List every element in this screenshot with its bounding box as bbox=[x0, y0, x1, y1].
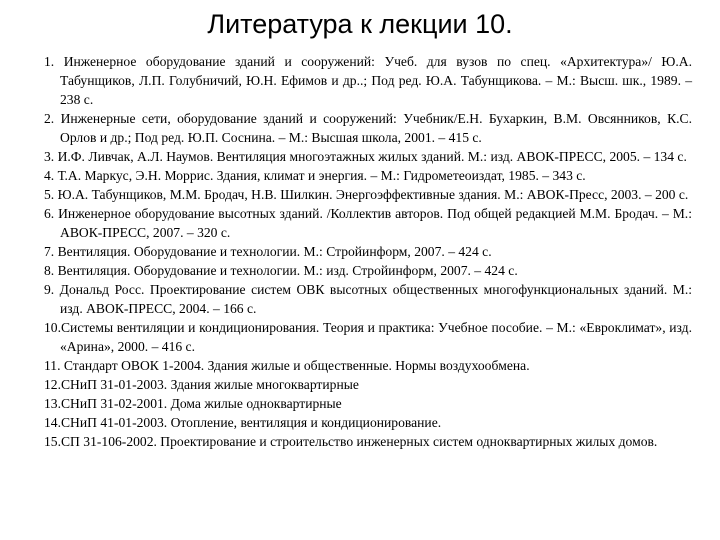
reference-item: 2. Инженерные сети, оборудование зданий и сооружений: Учебник/Е.Н. Бухаркин, В.М. Овсянников, К.С. Орлов и др.; Под ред. Ю.П. Соснина. – М.: Высшая школа, 2001. – 415 с. bbox=[44, 111, 692, 145]
reference-item: 12.СНиП 31-01-2003. Здания жилые многоквартирные bbox=[44, 377, 359, 392]
reference-item: 7. Вентиляция. Оборудование и технологии. М.: Стройинформ, 2007. – 424 с. bbox=[44, 244, 492, 259]
reference-item: 14.СНиП 41-01-2003. Отопление, вентиляция и кондиционирование. bbox=[44, 415, 442, 430]
slide-title: Литература к лекции 10. bbox=[207, 9, 513, 39]
reference-item: 13.СНиП 31-02-2001. Дома жилые одноквартирные bbox=[44, 396, 342, 411]
reference-item: 6. Инженерное оборудование высотных зданий. /Коллектив авторов. Под общей редакцией М.М. Бродач. – М.: АВОК-ПРЕСС, 2007. – 320 с. bbox=[44, 206, 692, 240]
reference-item: 3. И.Ф. Ливчак, А.Л. Наумов. Вентиляция многоэтажных жилых зданий. М.: изд. АВОК-ПРЕСС, 2005. – 134 с. bbox=[44, 149, 687, 164]
reference-item: 8. Вентиляция. Оборудование и технологии. М.: изд. Стройинформ, 2007. – 424 с. bbox=[44, 263, 518, 278]
reference-item: 9. Дональд Росс. Проектирование систем ОВК высотных общественных многофункциональных зданий. М.: изд. АВОК-ПРЕСС, 2004. – 166 с. bbox=[44, 282, 692, 316]
reference-item: 15.СП 31-106-2002. Проектирование и строительство инженерных систем одноквартирных жилых домов. bbox=[44, 434, 658, 449]
reference-item: 1. Инженерное оборудование зданий и сооружений: Учеб. для вузов по спец. «Архитектура»/ Ю.А. Табунщиков, Л.П. Голубничий, Ю.Н. Ефимов и др..; Под ред. Ю.А. Табунщикова. – М.: Высш. шк., 1989. – 238 с. bbox=[44, 54, 692, 107]
reference-item: 10.Системы вентиляции и кондиционирования. Теория и практика: Учебное пособие. – М.: «Евроклимат», изд. «Арина», 2000. – 416 с. bbox=[44, 320, 692, 354]
reference-item: 4. Т.А. Маркус, Э.Н. Моррис. Здания, климат и энергия. – М.: Гидрометеоиздат, 1985. – 343 с. bbox=[44, 168, 586, 183]
reference-item: 11. Стандарт ОВОК 1-2004. Здания жилые и общественные. Нормы воздухообмена. bbox=[44, 358, 530, 373]
reference-list bbox=[44, 52, 692, 451]
reference-item: 5. Ю.А. Табунщиков, М.М. Бродач, Н.В. Шилкин. Энергоэффективные здания. М.: АВОК-Пресс, 2003. – 200 с. bbox=[44, 187, 689, 202]
